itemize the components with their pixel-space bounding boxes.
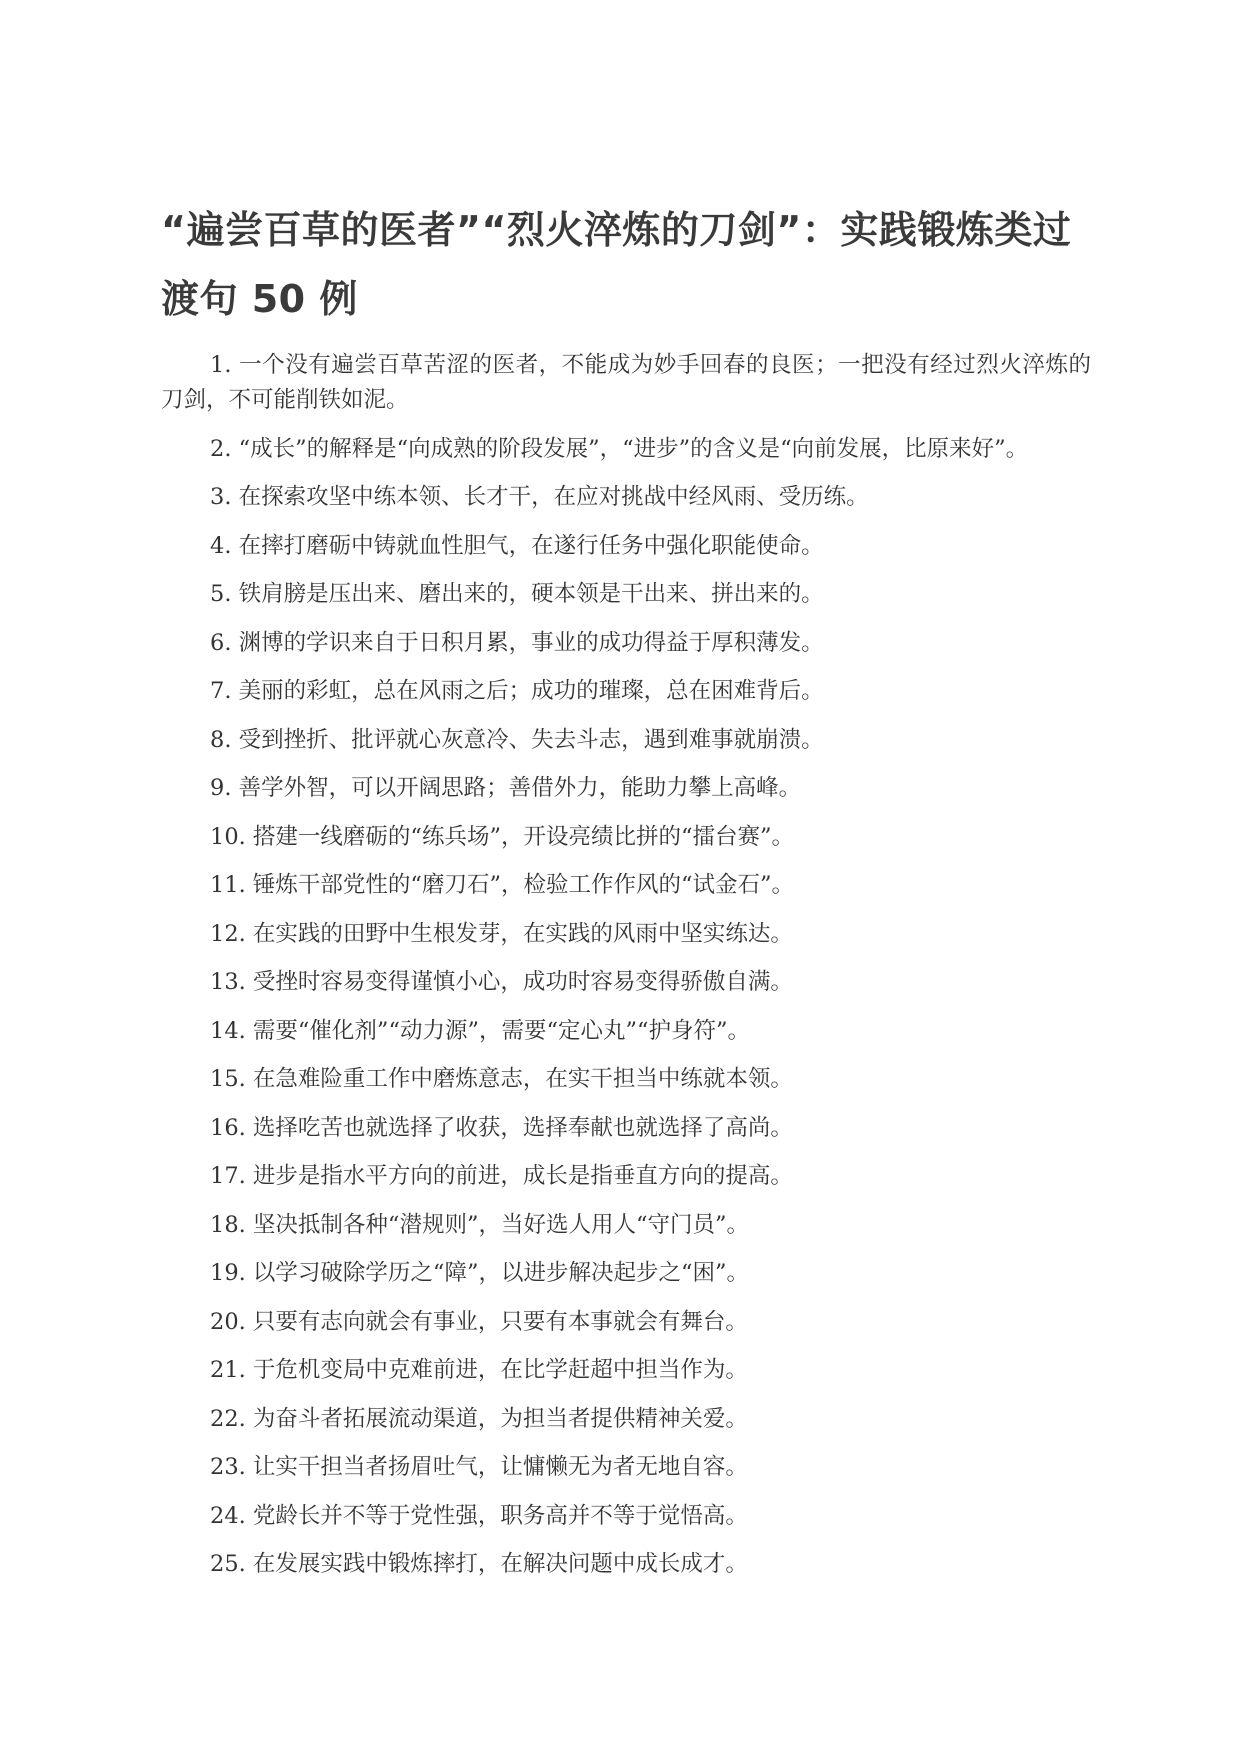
list-item: 4. 在摔打磨砺中铸就血性胆气，在遂行任务中强化职能使命。	[210, 532, 824, 559]
list-item: 22. 为奋斗者拓展流动渠道，为担当者提供精神关爱。	[210, 1405, 748, 1432]
list-item: 9. 善学外智，可以开阔思路；善借外力，能助力攀上高峰。	[210, 775, 802, 801]
list-item: 25. 在发展实践中锻炼摔打，在解决问题中成长成才。	[210, 1551, 748, 1577]
list-item: 20. 只要有志向就会有事业，只要有本事就会有舞台。	[210, 1308, 748, 1335]
list-item: 5. 铁肩膀是压出来、磨出来的，硬本领是干出来、拼出来的。	[210, 581, 824, 607]
list-item: 3. 在探索攻坚中练本领、长才干，在应对挑战中经风雨、受历练。	[210, 484, 869, 510]
list-item: 19. 以学习破除学历之“障”，以进步解决起步之“困”。	[210, 1260, 749, 1286]
list-item: 1. 一个没有遍尝百草苦涩的医者，不能成为妙手回春的良医；一把没有经过烈火淬炼的刀剑，不可能削铁如泥。	[161, 352, 1091, 413]
list-item: 14. 需要“催化剂”“动力源”，需要“定心丸”“护身符”。	[210, 1017, 750, 1044]
list-item: 24. 党龄长并不等于党性强，职务高并不等于觉悟高。	[210, 1502, 748, 1529]
list-item: 8. 受到挫折、批评就心灰意冷、失去斗志，遇到难事就崩溃。	[210, 726, 824, 753]
list-item: 17. 进步是指水平方向的前进，成长是指垂直方向的提高。	[210, 1163, 793, 1189]
list-item: 7. 美丽的彩虹，总在风雨之后；成功的璀璨，总在困难背后。	[210, 678, 824, 704]
list-item: 12. 在实践的田野中生根发芽，在实践的风雨中坚实练达。	[210, 920, 793, 947]
document-title: “遍尝百草的医者”“烈火淬炼的刀剑”：实践锻炼类过渡句 50 例	[161, 208, 1072, 321]
list-item: 23. 让实干担当者扬眉吐气，让慵懒无为者无地自容。	[210, 1454, 748, 1480]
document-page	[161, 196, 1091, 1596]
list-item: 15. 在急难险重工作中磨炼意志，在实干担当中练就本领。	[210, 1066, 793, 1092]
list-item: 2. “成长”的解释是“向成熟的阶段发展”，“进步”的含义是“向前发展，比原来好”。	[210, 435, 1029, 462]
list-item: 16. 选择吃苦也就选择了收获，选择奉献也就选择了高尚。	[210, 1114, 793, 1141]
list-item: 13. 受挫时容易变得谨慎小心，成功时容易变得骄傲自满。	[210, 969, 793, 995]
sentence-list	[161, 348, 1091, 1582]
list-item: 11. 锤炼干部党性的“磨刀石”，检验工作作风的“试金石”。	[210, 872, 794, 898]
list-item: 18. 坚决抵制各种“潜规则”，当好选人用人“守门员”。	[210, 1211, 749, 1238]
list-item: 21. 于危机变局中克难前进，在比学赶超中担当作为。	[210, 1357, 748, 1383]
list-item: 6. 渊博的学识来自于日积月累，事业的成功得益于厚积薄发。	[210, 629, 824, 656]
list-item: 10. 搭建一线磨砺的“练兵场”，开设亮绩比拼的“擂台赛”。	[210, 823, 794, 850]
